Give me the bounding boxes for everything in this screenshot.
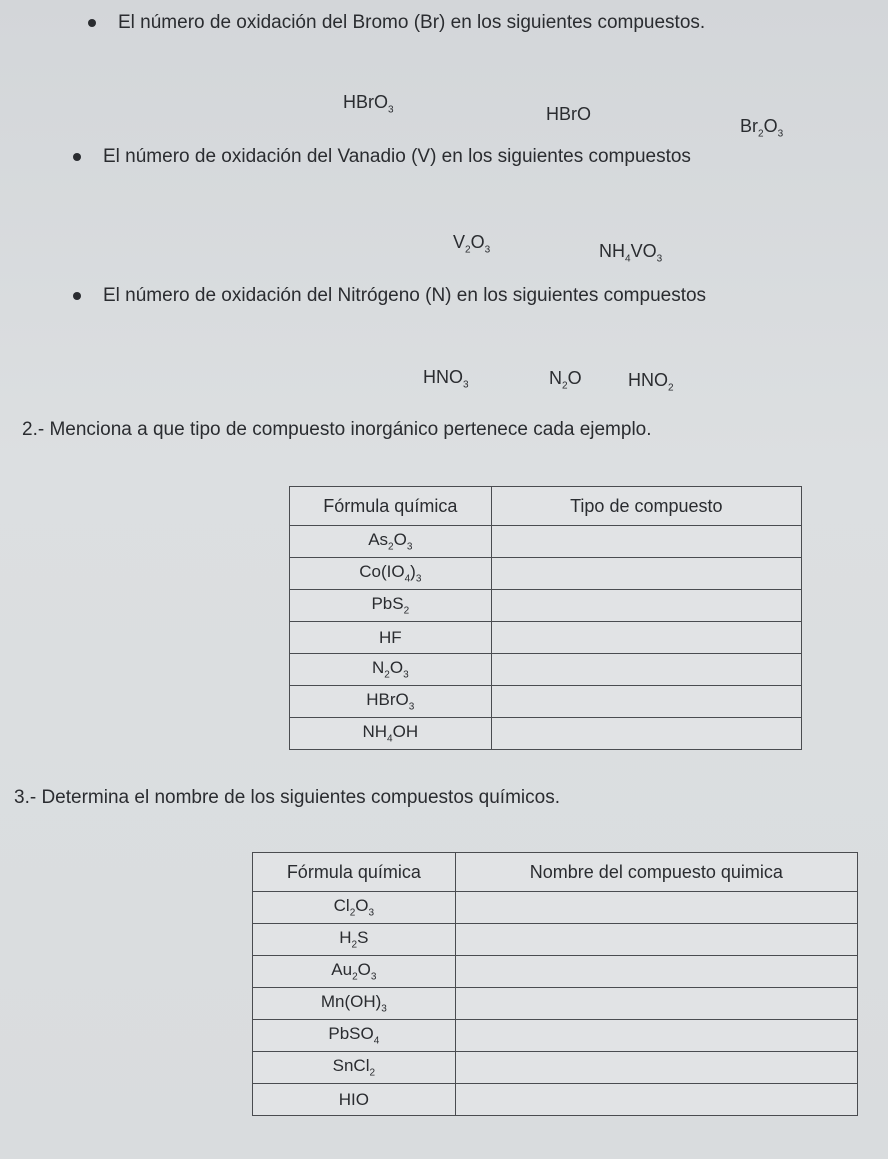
answer-cell[interactable]: [455, 1052, 857, 1084]
table-row: [290, 558, 802, 590]
formula-cell: $H_2S$: [253, 924, 456, 956]
answer-cell[interactable]: [455, 924, 857, 956]
table-row: [253, 956, 858, 988]
answer-cell[interactable]: [455, 956, 857, 988]
table-row: [290, 526, 802, 558]
header-tipo: Tipo de compuesto: [491, 487, 801, 526]
formula-cell: $Cl_2O_3$: [253, 892, 456, 924]
table-row: [253, 924, 858, 956]
formula-cell: HBrO$_3$: [290, 686, 492, 718]
table-row: [253, 1020, 858, 1052]
header-formula: Fórmula química: [290, 487, 492, 526]
formula-cell: PbSO$_4$: [253, 1020, 456, 1052]
table-row: [253, 1052, 858, 1084]
answer-cell[interactable]: [491, 622, 801, 654]
answer-cell[interactable]: [455, 1020, 857, 1052]
formula-cell: HF: [290, 622, 492, 654]
table-row: [290, 654, 802, 686]
question-2-table: [289, 486, 802, 750]
table-row: [253, 1084, 858, 1116]
header-formula: Fórmula química: [253, 853, 456, 892]
question-2-title: 2.- Menciona a que tipo de compuesto inorgánico pertenece cada ejemplo.: [22, 419, 652, 440]
answer-cell[interactable]: [491, 558, 801, 590]
formula-hno3: $HNO_3$: [423, 367, 469, 391]
formula-nh4vo3: $NH_4VO_3$: [599, 241, 663, 265]
formula-cell: $Co(IO_4)_3$: [290, 558, 492, 590]
question-3-title: 3.- Determina el nombre de los siguientes compuestos químicos.: [14, 787, 560, 808]
formula-hbro3: HBrO$_3$: [343, 92, 394, 116]
formula-cell: HIO: [253, 1084, 456, 1116]
bullet-nitrogeno: [73, 285, 706, 307]
formula-hbro: HBrO: [546, 104, 591, 124]
bullet-vanadio: [73, 146, 691, 168]
table-row: [290, 686, 802, 718]
answer-cell[interactable]: [455, 892, 857, 924]
answer-cell[interactable]: [491, 526, 801, 558]
answer-cell[interactable]: [491, 654, 801, 686]
table-row: [290, 590, 802, 622]
formula-cell: $As_2O_3$: [290, 526, 492, 558]
answer-cell[interactable]: [455, 988, 857, 1020]
header-nombre: Nombre del compuesto quimica: [455, 853, 857, 892]
formula-cell: SnCl$_2$: [253, 1052, 456, 1084]
table-row: [290, 718, 802, 750]
bullet-dot: [73, 292, 81, 300]
question-3-table: [252, 852, 858, 1116]
bullet-dot: [73, 153, 81, 161]
bullet-text: El número de oxidación del Bromo (Br) en los siguientes compuestos.: [118, 12, 706, 33]
formula-cell: $Mn(OH)_3$: [253, 988, 456, 1020]
table-row: [253, 988, 858, 1020]
bullet-dot: [88, 19, 96, 27]
formula-cell: $N_2O_3$: [290, 654, 492, 686]
formula-br2o3: $Br_2O_3$: [740, 116, 784, 140]
answer-cell[interactable]: [491, 590, 801, 622]
formula-cell: $NH_4OH$: [290, 718, 492, 750]
table-row: [253, 892, 858, 924]
bullet-text: El número de oxidación del Nitrógeno (N) en los siguientes compuestos: [103, 285, 707, 306]
answer-cell[interactable]: [491, 686, 801, 718]
formula-v2o3: $V_2O_3$: [453, 232, 491, 256]
formula-cell: PbS$_2$: [290, 590, 492, 622]
formula-hno2: $HNO_2$: [628, 370, 674, 394]
answer-cell[interactable]: [491, 718, 801, 750]
formula-n2o: $N_2O$: [549, 368, 582, 392]
bullet-text: El número de oxidación del Vanadio (V) en los siguientes compuestos: [103, 146, 691, 167]
table-row: [290, 622, 802, 654]
formula-cell: $Au_2O_3$: [253, 956, 456, 988]
bullet-bromo: [88, 12, 705, 34]
answer-cell[interactable]: [455, 1084, 857, 1116]
